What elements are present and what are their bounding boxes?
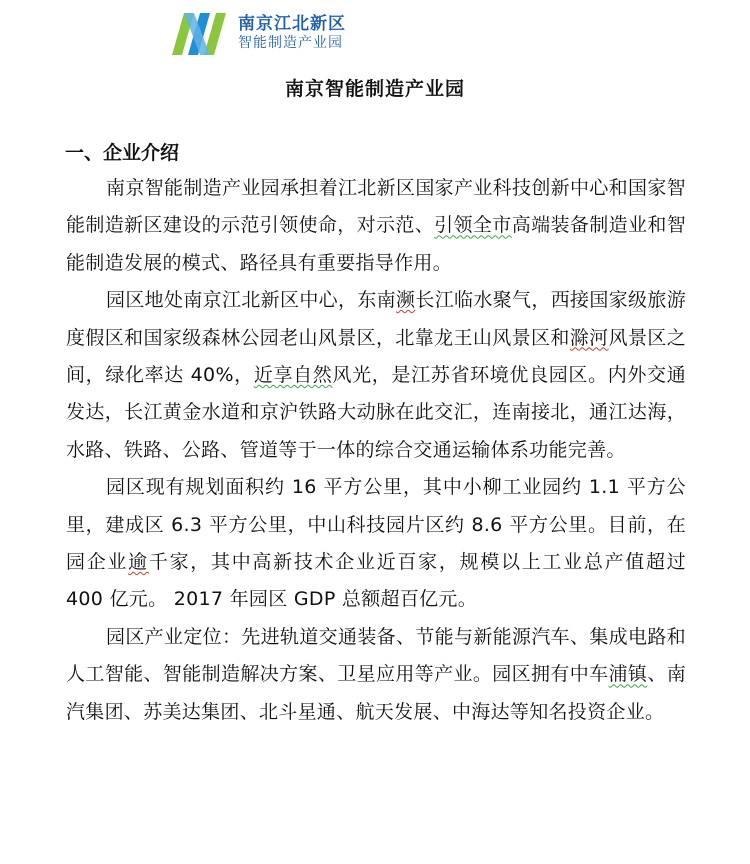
document-title: 南京智能制造产业园	[284, 78, 465, 100]
paragraph-location	[66, 282, 686, 469]
text-run: 风景区之间，绿化率达 40%，	[66, 326, 686, 387]
spelling-flag: 逾	[128, 551, 149, 574]
text-run: 、南汽集团、苏美达集团、北斗星通、航天发展、中海达等知名投资企业。	[66, 663, 686, 723]
text-run: 风光，是江苏省环境优良园区。内外交通发达，长江黄金水道和京沪铁路大动脉在此交汇，连南接北，通江达海，水路、铁路、公路、管道等于一体的综合交通运输体系功能完善。	[66, 364, 687, 461]
paragraph-intro	[66, 170, 686, 282]
text-run: 园区地处南京江北新区中心，东南	[106, 289, 397, 312]
grammar-flag: 近享自然	[253, 364, 333, 387]
document-body	[66, 170, 686, 731]
text-run: 南京智能制造产业园承担着江北新区国家产业科技创新中心和国家智能制造新区建设的示范引领使命，对示范、	[66, 177, 686, 237]
text-run: 长江临水聚气，西接国家级旅游度假区和国家级森林公园老山风景区，北靠龙王山风景区和	[66, 289, 686, 349]
spelling-flag: 濒	[396, 289, 416, 312]
logo-subtitle: 智能制造产业园	[238, 34, 343, 51]
paragraph-area	[66, 469, 686, 619]
text-run: 千家，其中高新技术企业近百家，规模以上工业总产值超过 400 亿元。 2017 年园区 GDP 总额超百亿元。	[66, 551, 686, 611]
paragraph-industry	[66, 619, 686, 731]
logo-title: 南京江北新区	[238, 14, 346, 35]
grammar-flag: 浦镇	[608, 663, 648, 686]
text-run: 园区现有规划面积约 16 平方公里，其中小柳工业园约 1.1 平方公里，建成区 6.3 平方公里，中山科技园片区约 8.6 平方公里。目前，在园企业	[66, 476, 686, 574]
grammar-flag: 引领全市	[434, 214, 512, 237]
spelling-flag: 滁河	[569, 326, 609, 349]
text-run: 园区产业定位：先进轨道交通装备、节能与新能源汽车、集成电路和人工智能、智能制造解决方案、卫星应用等产业。园区拥有中车	[66, 625, 686, 686]
jiangbei-logo-icon	[170, 9, 232, 57]
text-run: 高端装备制造业和智能制造发展的模式、路径具有重要指导作用。	[66, 214, 687, 274]
header-logo	[170, 8, 346, 58]
section-heading: 一、企业介绍	[65, 142, 180, 164]
